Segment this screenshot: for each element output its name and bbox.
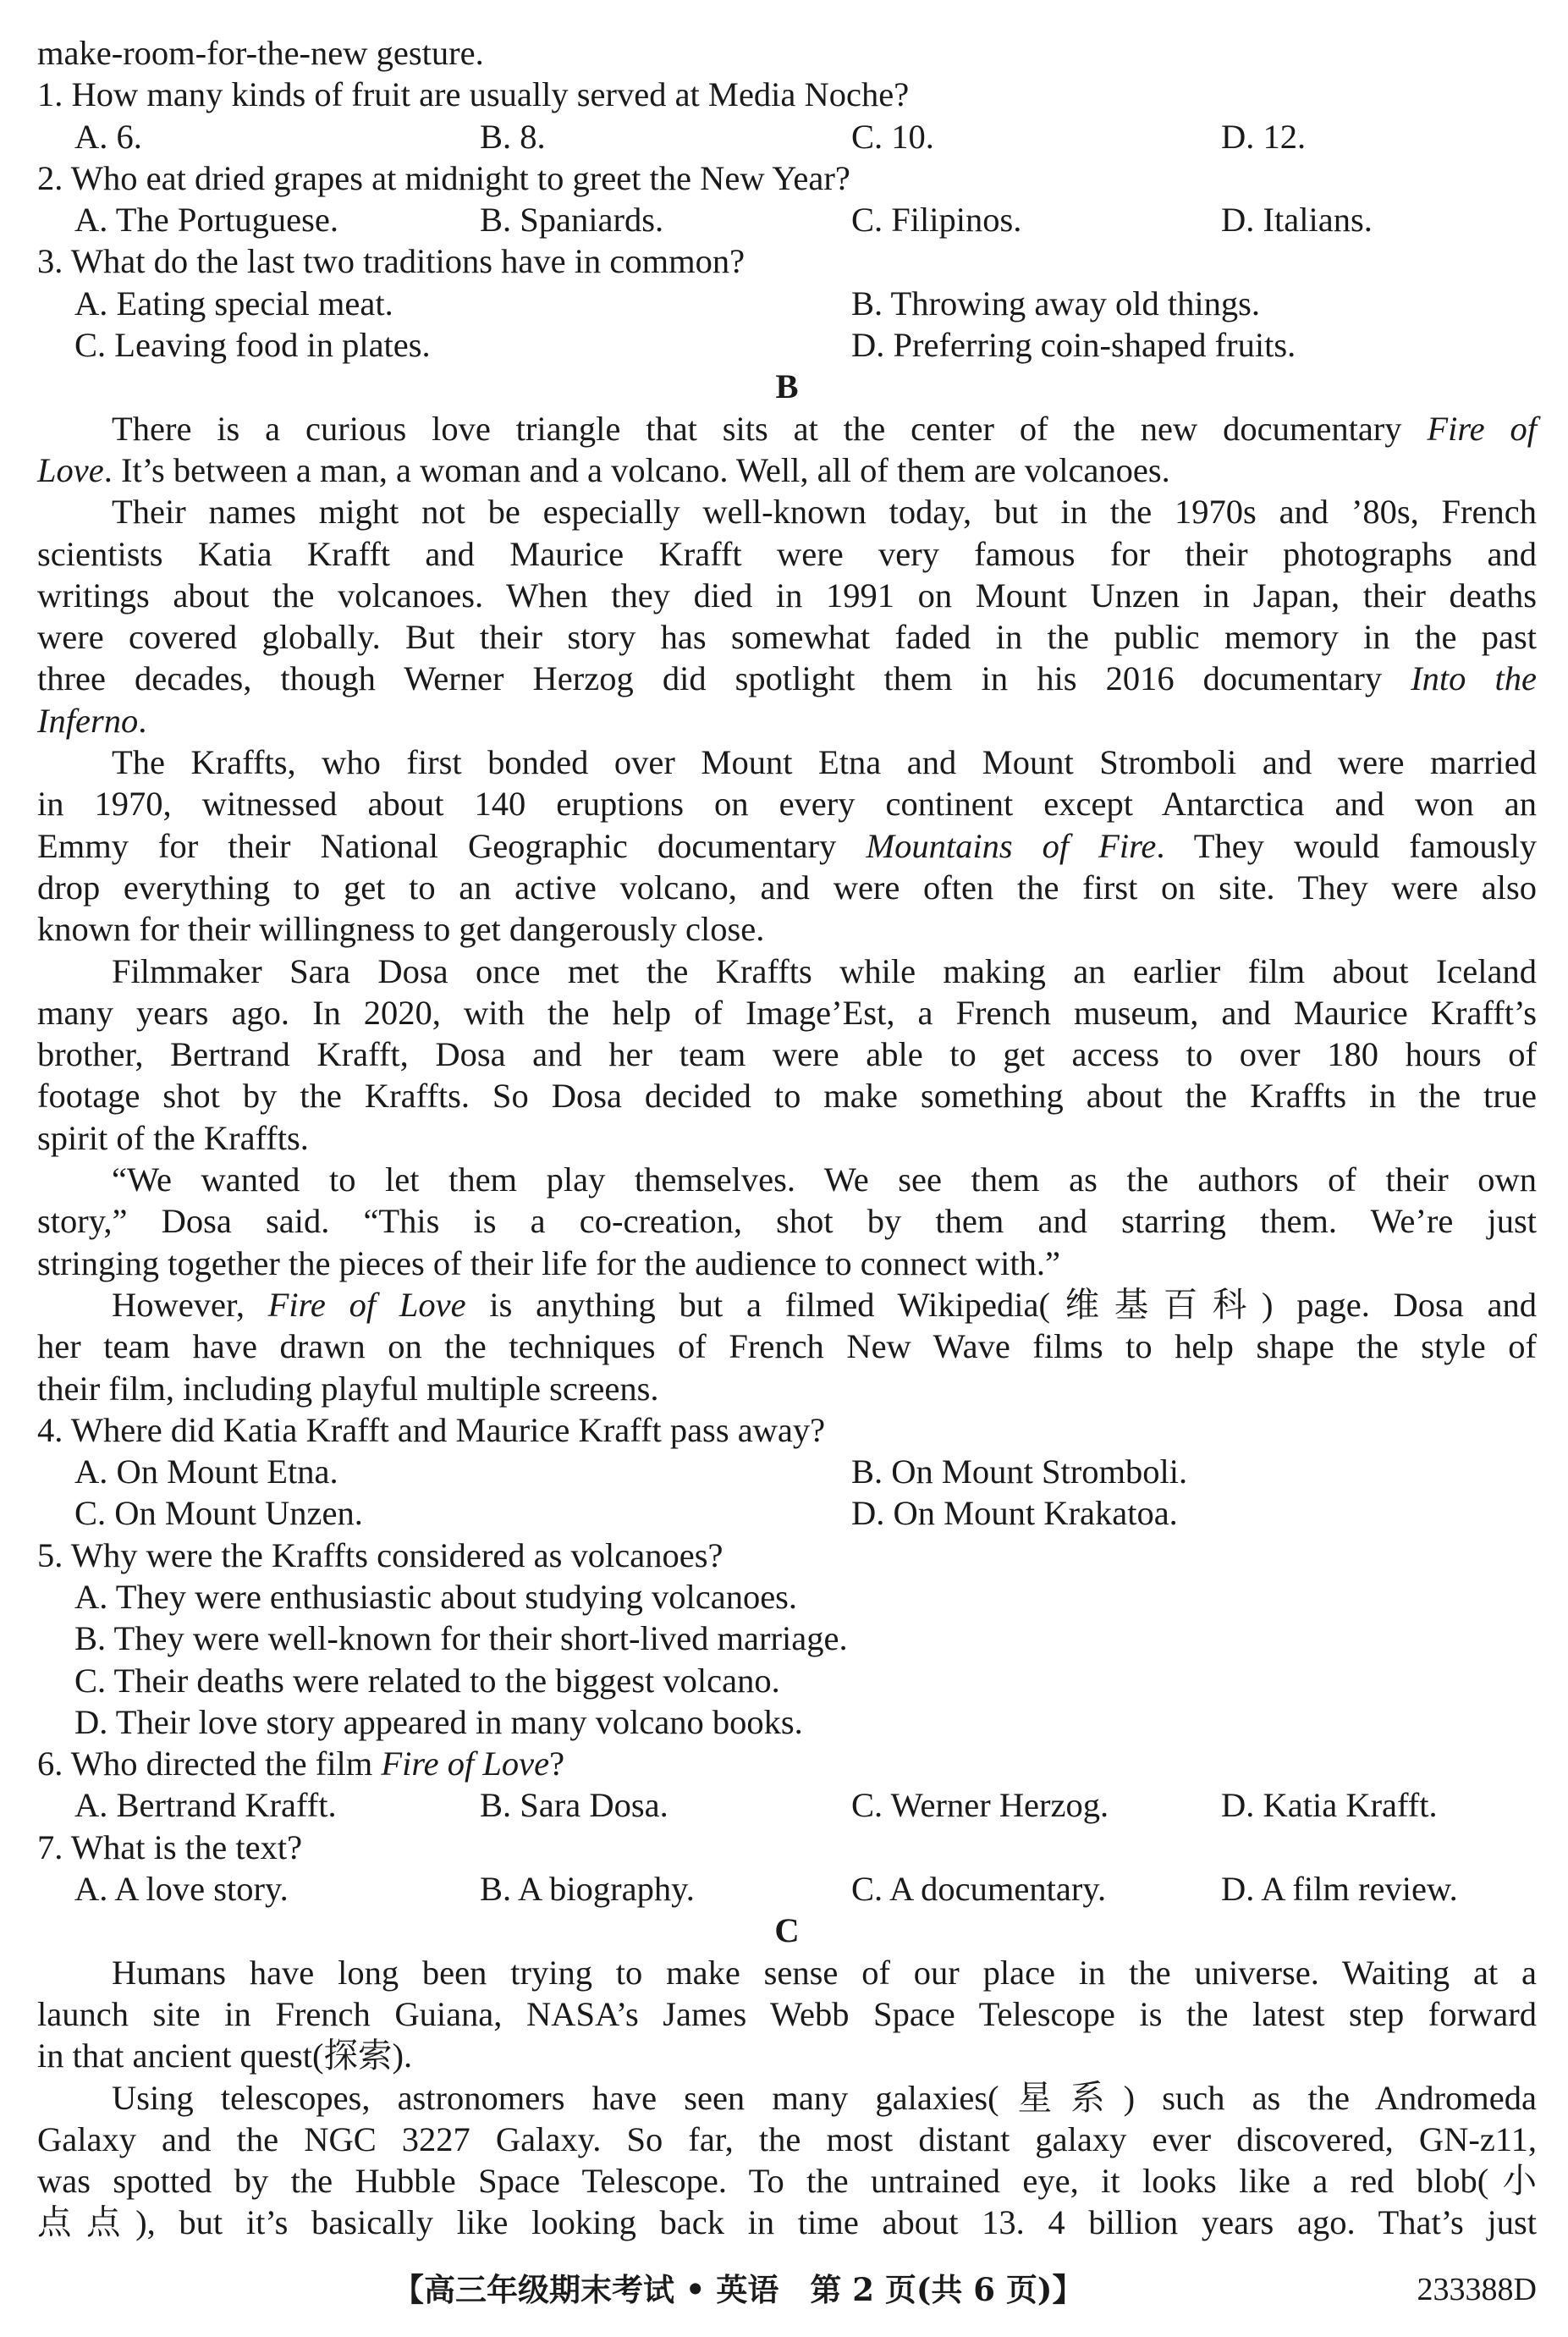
answer-options-row — [37, 324, 1537, 366]
text-line: However, Fire of Love is anything but a filmed Wikipedia(维基百科) page. Dosa and — [112, 1285, 1537, 1324]
section-heading: C — [774, 1911, 800, 1950]
answer-option: A. On Mount Etna. — [74, 1452, 338, 1491]
answer-options-row — [37, 116, 1537, 157]
footer-title: 【高三年级期末考试 • 英语 第 2 页(共 6 页)】 — [393, 2271, 1084, 2308]
answer-option: C. Filipinos. — [851, 201, 1022, 240]
text-line: story,” Dosa said. “This is a co-creation, shot by them and starring them. We’re just — [37, 1202, 1537, 1241]
answer-option: D. Katia Krafft. — [1221, 1786, 1438, 1825]
exam-code: 233388D — [1417, 2272, 1537, 2307]
text-line: The Kraffts, who first bonded over Mount Etna and Mount Stromboli and were married — [112, 743, 1537, 782]
text-line: brother, Bertrand Krafft, Dosa and her team were able to get access to over 180 hours of — [37, 1035, 1537, 1074]
answer-option: C. A documentary. — [851, 1870, 1107, 1909]
answer-option: D. On Mount Krakatoa. — [851, 1494, 1178, 1533]
answer-option: B. They were well-known for their short-lived marriage. — [74, 1619, 848, 1658]
section-heading: B — [775, 367, 799, 406]
text-line: Humans have long been trying to make sense of our place in the universe. Waiting at a — [112, 1953, 1537, 1992]
text-line: footage shot by the Kraffts. So Dosa decided to make something about the Kraffts in the true — [37, 1077, 1537, 1116]
answer-options-row — [37, 1868, 1537, 1910]
text-line: were covered globally. But their story has somewhat faded in the public memory in the past — [37, 618, 1537, 657]
answer-option: B. A biography. — [480, 1870, 695, 1909]
question-text: 7. What is the text? — [37, 1827, 303, 1866]
question-text: 6. Who directed the film Fire of Love? — [37, 1744, 565, 1783]
text-line: three decades, though Werner Herzog did spotlight them in his 2016 documentary Into the — [37, 659, 1538, 698]
answer-option: C. 10. — [851, 117, 934, 156]
answer-options-row — [37, 1784, 1537, 1826]
text-line: Galaxy and the NGC 3227 Galaxy. So far, the most distant galaxy ever discovered, GN-z11, — [37, 2119, 1537, 2158]
text-line: Love. It’s between a man, a woman and a volcano. Well, all of them are volcanoes. — [37, 450, 1170, 489]
question-text: 5. Why were the Kraffts considered as volcanoes? — [37, 1535, 723, 1574]
text-line: Emmy for their National Geographic documentary Mountains of Fire. They would famously — [37, 826, 1537, 865]
text-line: in that ancient quest(探索). — [37, 2037, 413, 2075]
answer-option: D. Their love story appeared in many volcano books. — [74, 1702, 803, 1741]
answer-option: B. 8. — [480, 117, 546, 156]
answer-option: B. On Mount Stromboli. — [851, 1452, 1188, 1491]
text-line: 点点), but it’s basically like looking back in time about 13. 4 billion years ago. That’s just — [37, 2203, 1537, 2242]
text-line: drop everything to get to an active volcano, and were often the first on site. They were also — [37, 868, 1537, 907]
text-line: Their names might not be especially well-known today, but in the 1970s and ’80s, French — [112, 493, 1537, 532]
answer-option: B. Throwing away old things. — [851, 284, 1260, 322]
answer-options-row — [37, 199, 1537, 240]
answer-options-row — [37, 283, 1537, 324]
text-line: in 1970, witnessed about 140 eruptions on every continent except Antarctica and won an — [37, 785, 1537, 824]
answer-option: D. A film review. — [1221, 1870, 1458, 1909]
text-line: Using telescopes, astronomers have seen many galaxies(星系) such as the Andromeda — [112, 2078, 1537, 2117]
answer-options-row — [37, 1492, 1537, 1534]
text-line: make-room-for-the-new gesture. — [37, 34, 484, 72]
answer-option: C. Leaving food in plates. — [74, 326, 431, 365]
text-line: Inferno. — [37, 701, 147, 740]
answer-option: C. Werner Herzog. — [851, 1786, 1109, 1825]
answer-option: D. Italians. — [1221, 201, 1373, 240]
text-line: Filmmaker Sara Dosa once met the Kraffts while making an earlier film about Iceland — [112, 951, 1537, 990]
text-line: “We wanted to let them play themselves. We see them as the authors of their own — [112, 1160, 1537, 1199]
text-line: many years ago. In 2020, with the help of Image’Est, a French museum, and Maurice Krafft’s — [37, 993, 1537, 1032]
answer-option: B. Sara Dosa. — [480, 1786, 668, 1825]
answer-option: C. On Mount Unzen. — [74, 1494, 363, 1533]
answer-option: A. A love story. — [74, 1870, 289, 1909]
answer-option: D. Preferring coin-shaped fruits. — [851, 326, 1296, 365]
text-line: stringing together the pieces of their life for the audience to connect with.” — [37, 1243, 1060, 1282]
answer-options-row — [37, 1451, 1537, 1492]
answer-option: C. Their deaths were related to the biggest volcano. — [74, 1661, 780, 1700]
text-line: known for their willingness to get dangerously close. — [37, 910, 765, 949]
answer-option: D. 12. — [1221, 117, 1307, 156]
answer-option: A. They were enthusiastic about studying volcanoes. — [74, 1577, 798, 1616]
answer-option: B. Spaniards. — [480, 201, 664, 240]
answer-option: A. Eating special meat. — [74, 284, 393, 322]
text-line: was spotted by the Hubble Space Telescope. To the untrained eye, it looks like a red blob(小 — [37, 2162, 1537, 2201]
page-footer — [37, 2268, 1537, 2311]
text-line: spirit of the Kraffts. — [37, 1118, 309, 1157]
answer-option: A. Bertrand Krafft. — [74, 1786, 337, 1825]
text-line: their film, including playful multiple screens. — [37, 1369, 659, 1408]
question-text: 3. What do the last two traditions have in common? — [37, 242, 745, 281]
text-line: writings about the volcanoes. When they died in 1991 on Mount Unzen in Japan, their deaths — [37, 576, 1537, 615]
text-line: scientists Katia Krafft and Maurice Krafft were very famous for their photographs and — [37, 534, 1537, 573]
question-text: 4. Where did Katia Krafft and Maurice Krafft pass away? — [37, 1410, 826, 1449]
answer-option: A. The Portuguese. — [74, 201, 338, 240]
question-text: 2. Who eat dried grapes at midnight to greet the New Year? — [37, 158, 850, 197]
text-line: her team have drawn on the techniques of French New Wave films to help shape the style of — [37, 1327, 1537, 1366]
exam-page — [37, 32, 1537, 2244]
text-line: launch site in French Guiana, NASA’s James Webb Space Telescope is the latest step forward — [37, 1994, 1537, 2033]
text-line: There is a curious love triangle that sits at the center of the new documentary Fire of — [112, 409, 1537, 448]
question-text: 1. How many kinds of fruit are usually served at Media Noche? — [37, 75, 910, 114]
answer-option: A. 6. — [74, 117, 142, 156]
